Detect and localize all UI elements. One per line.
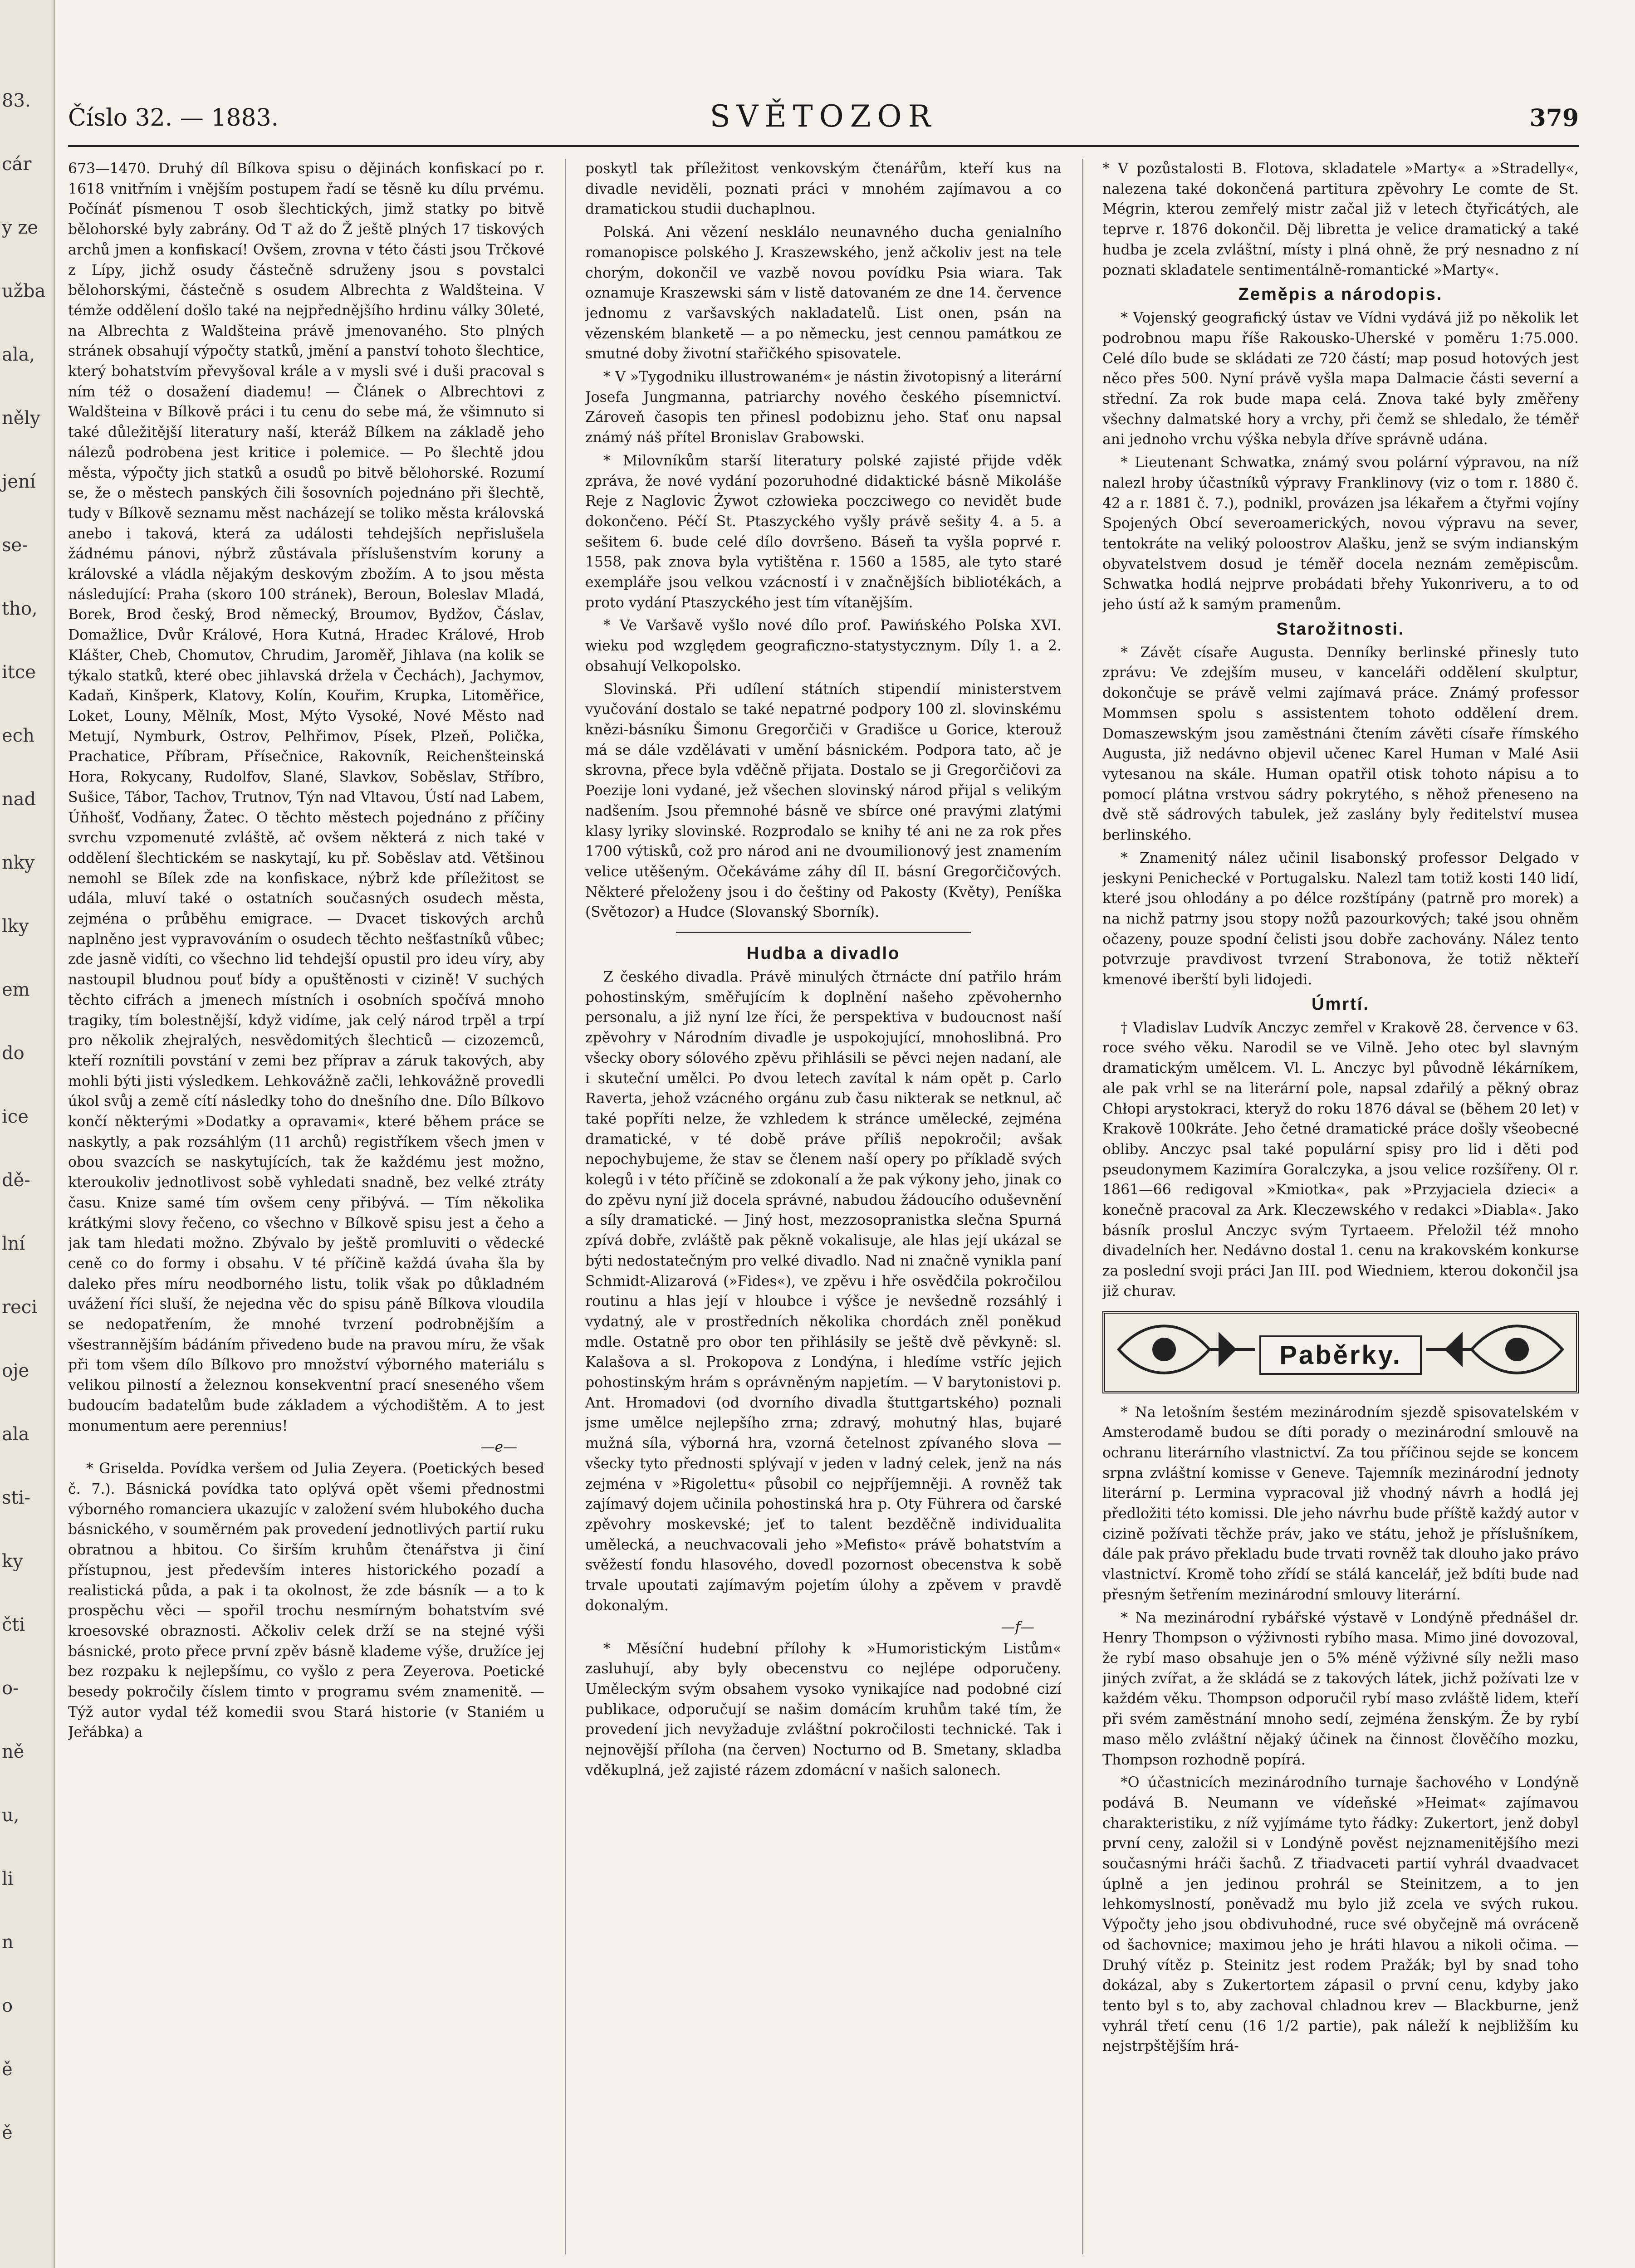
article-signature: —f— — [1001, 1618, 1034, 1635]
article-literary-congress: * Na letošním šestém mezinárodním sjezdě spisovatelském v Amsterodamě budou se díti porady o mezinárodní smlouvě na ochranu literárního vlastnictví. Za tou příčinou sejde se koncem srpna zvláštní komisse v Geneve. Tajemník mezinárodní jednoty literární p. Lermina vypracoval již vhodný návrh a hodlá jej předložiti této komissi. Dle jeho návrhu bude příště každý autor v cizině požívati těchže práv, jako ve státu, jehož je příslušníkem, dále pak právo překladu bude trvati rovněž tak dlouho jako právo vlastnictví. Kromě toho zřídí se stálá kancelář, jež bdíti bude nad přesným šetřením mezinárodní smlouvy literární. — [1102, 1404, 1579, 1603]
article-schwatka: * Lieutenant Schwatka, známý svou polární výpravou, na níž nalezl hroby účastníků výpravy Franklinovy (viz o tom r. 1880 č. 42 a r. 1881 č. 7.), podnikl, provázen jsa lékařem a čtyřmi vojíny Spojených Obcí severoamerických, novou výpravu na sever, tentokráte na veliký poloostrov Alašku, jenž se svým indianským obyvatelstvem dosud je téměř docela neznám zeměpiscům. Schwatka hodlá nejprve probádati břehy Yukonriveru, a to od jeho ústí až k samým pramenům. — [1102, 455, 1579, 613]
column-3 — [1102, 159, 1579, 2254]
article-humoristicke-listy: * Měsíční hudební přílohy k »Humoristickým Listům« zasluhují, aby byly obecenstvu co nejlépe odporučeny. Uměleckým svým obsahem vysoko vynikajíce nad podobné cizí publikace, odporučují se našim domácím kruhům také tím, že provedení jich nevyžaduje zvláštní pokročilosti technické. Tak i nejnovější příloha (na červen) Nocturno od B. Smetany, skladba vděkuplná, jež zajisté rázem zdomácní v našich salonech. — [585, 1640, 1062, 1779]
article-slovene: Slovinská. Při udílení státních stipendií ministerstvem vyučování dostalo se také nepatrné podpory 100 zl. slovinskému knězi-básníku Šimonu Gregorčiči v Gradišce u Gorice, kterouž má se dále vzdělávati v umění básnickém. Podpora tato, ač je skrovna, přece byla vděčně přijata. Dostalo se ji Gregorčičovi za Poezije loni vydané, jež všechen slovinský národ přijal s velikým nadšením. Jsou přemnohé básně ve sbírce oné pravými zlatými klasy lyriky slovinské. Rozprodalo se knihy té ani ne za rok přes 1700 výtisků, což pro národ ani ne dvoumilionový jest znamením velice utěšeným. Očekáváme záhy díl II. básní Gregorčičových. Některé přeloženy jsou i do češtiny od Pakosty (Květy), Peníška (Světozor) a Hudce (Slovanský Sborník). — [585, 681, 1062, 921]
page-number: 379 — [1529, 104, 1579, 132]
previous-page-fragment: nad — [2, 789, 36, 810]
previous-page-fragment: em — [2, 979, 30, 1000]
article-anczyc-obituary: † Vladislav Ludvík Anczyc zemřel v Krakově 28. července v 63. roce svého věku. Narodil se ve Vilně. Jeho otec byl slavným dramatickým umělcem. Vl. L. Anczyc byl původně lékárníkem, ale pak vrhl se na literární pole, napsal zdařilý a pěkný obraz Chłopi arystokraci, kteryž do roku 1876 dával se (během 20 let) v Krakově 100kráte. Jeho četné dramatické práce došly všeobecné obliby. Anczyc psal také populární spisy pro lid i děti pod pseudonymem Kazimíra Goralczyka, a jsou velice rozšířeny. Ol r. 1861—66 redigoval »Kmiotka«, pak »Przyjaciela dzieci« a konečně pracoval za Ark. Kleczewského v redakci »Diabla«. Jako básník proslul Anczyc svým Tyrtaeem. Přeložil též mnoho divadelních her. Nedávno dostal 1. cenu na krakovském konkurse za poslední svoji práci Jan III. pod Wiedniem, kterou dokončil jsa již churav. — [1102, 1019, 1579, 1300]
article-griselda-continued: poskytl tak příležitost venkovským čtenářům, kteří kus na divadle neviděli, poznati práci v mnohém zajímavou a co dramatickou studii duchaplnou. — [585, 161, 1062, 218]
issue-number: Číslo 32. — 1883. — [68, 104, 279, 132]
article-columns — [68, 159, 1579, 2254]
previous-page-edge — [0, 0, 55, 2268]
previous-page-fragment: n — [2, 1932, 14, 1953]
column-divider — [1082, 159, 1083, 2254]
previous-page-fragment: o- — [2, 1678, 19, 1699]
previous-page-fragment: ě — [2, 2122, 13, 2143]
previous-page-fragment: ky — [2, 1551, 23, 1572]
previous-page-fragment: lní — [2, 1233, 25, 1254]
previous-page-fragment: ě — [2, 2059, 13, 2080]
column-2 — [585, 159, 1062, 2254]
previous-page-fragment: oje — [2, 1360, 29, 1381]
previous-page-fragment: ice — [2, 1106, 29, 1127]
previous-page-fragment: o — [2, 1995, 13, 2016]
previous-page-fragment: lky — [2, 916, 29, 937]
previous-page-fragment: sti- — [2, 1487, 30, 1508]
previous-page-fragment: jení — [2, 471, 36, 492]
section-heading-obituary: Úmrtí. — [1312, 994, 1370, 1014]
previous-page-fragment: do — [2, 1043, 24, 1064]
article-military-map: * Vojenský geografický ústav ve Vídni vydává již po několik let podrobnou mapu říše Rakousko-Uherské v poměru 1:75.000. Celé dílo bude se skládati ze 720 částí; map posud hotových jest něco přes 500. Nyní právě vyšla mapa Dalmacie části severní a střední. Za rok bude mapa celá. Znova také byly změřeny všechny dalmatské hory a vrchy, při čemž se shledalo, že téměř ani jednoho vrchu výška nebyla dříve správně udána. — [1102, 310, 1579, 448]
section-heading-geography: Zeměpis a národopis. — [1238, 285, 1443, 304]
article-delgado-cave: * Znamenitý nález učinil lisabonský professor Delgado v jeskyni Penichecké v Portugalsku. Nalezl tam totiž kosti 140 lidí, které jsou ohlodány a po délce rozštípány (patrně pro morek) a na nichž patrny jsou stopy nožů pazourkových; také jsou ohněm očazeny, pouze spodní čelisti jsou dobře zachovány. Nález tento potvrzuje pravdivost tvrzení Strabonova, že totiž někteří kmenové iberští byli lidojedi. — [1102, 850, 1579, 988]
article-czech-theatre: Z českého divadla. Právě minulých čtrnácte dní patřilo hrám pohostinským, směřujícím k doplnění našeho zpěvohernho personalu, a již nyní lze říci, že perspektiva v budoucnost naší zpěvohry v Národním divadle je uspokojující, mnohoslibná. Pro všecky obory sólového zpěvu přihlásili se pěvci nejen nadaní, ale i skuteční umělci. Po dvou letech zavítal k nám opět p. Carlo Raverta, jehož vzácného orgánu zub času nikterak se netknul, ač také popříti nelze, že vzhledem k stránce umělecké, zejména dramatické, v té době práve příliš nepokročil; avšak nepochybujeme, že stav se členem naší opery po příkladě svých kolegů i v této příčině se zdokonalí a že pak výkony jeho, jinak co do zpěvu nyní již docela správné, nabudou žádoucího oduševnění a síly dramatické. — Jiný host, mezzosopranistka slečna Spurná zpívá dobře, zvláště pak pěkně vokalisuje, ale hlas její ukázal se býti nedostatečným pro velké divadlo. Nad ni značně vynikla paní Schmidt-Alizarová (»Fides«), ve zpěvu i hře osvědčila pokročilou routinu a hlas její v hloubce i výšce je nevšedně rozsáhlý i vydatný, ale v prostředních několika chordách zněl poněkud mdle. Ostatně pro obor ten přihlásily se ještě dvě pěvkyně: sl. Kalašova a sl. Prokopova z Londýna, i hledíme vstříc jejich pohostinským hrám s oprávněným napjetím. — V barytonistovi p. Ant. Hromadovi (od dvorního divadla štuttgartského) poznali jsme umělce nejlepšího zrna; zdravý, mohutný hlas, bujaré mužná síla, výborná hra, vzorná četelnost zpívaného slova — všecky tyto přednosti splývají v jeden v ladný celek, jenž na nás zejména v »Rigolettu« působil co nejpříjemněji. A rovněž tak zajímavý dojem učinila pohostinská hra p. Oty Führera od čarské zpěvohry moskevské; jeť to talent bezděčně individualita umělecká, a neuchvacovali jeho »Mefisto« právě bohatstvím a svěžestí fondu hlasového, dovedl pozornost obecenstva k sobě trvale upoutati zajímavým pojetím úlohy a zpěvem v pravdě dokonalým. — [585, 969, 1062, 1614]
previous-page-fragment: u, — [2, 1805, 20, 1826]
article-polish-kraszewski: Polská. Ani vězení nesklálo neunavného ducha genialního romanopisce polského J. Kraszewského, jenž ačkoliv jest na tele chorým, dokončil ve vazbě novou povídku Psia wiara. Tak oznamuje Kraszewski sám v listě datovaném ze dne 14. července jednomu z varšavských nakladatelů. List onen, psán na vězenském blanketě — a po německu, jest cennou památkou ze smutné doby životní stařičkého spisovatele. — [585, 224, 1062, 362]
previous-page-fragment: cár — [2, 154, 32, 175]
article-signature: —e— — [480, 1439, 517, 1456]
newspaper-page — [68, 91, 1579, 2055]
article-pawinski: * Ve Varšavě vyšlo nové dílo prof. Pawińského Polska XVI. wieku pod względem geograficzno-statystycznym. Díly 1. a 2. obsahují Velkopolsko. — [585, 617, 1062, 675]
article-rej: * Milovníkům starší literatury polské zajisté přijde vděk zpráva, že nové vydání pozoruhodné didaktické básně Mikoláše Reje z Naglovic Żywot człowieka poczciwego co nevidět bude dokončeno. Péčí St. Ptaszyckého vyšly právě sešity 4. a 5. a sešitem 6. bude celé dílo dovršeno. Báseň ta vyšla poprvé r. 1558, pak znova byla vytištěna r. 1560 a 1585, ale tyto staré exempláře jsou velkou vzácností i v značnějších bibliotékách, a proto vydání Ptaszyckého jest tím vítanějším. — [585, 452, 1062, 611]
previous-page-fragment: itce — [2, 662, 36, 683]
masthead-title: SVĚTOZOR — [710, 99, 937, 134]
previous-page-fragment: ech — [2, 725, 34, 746]
article-flotow: * V pozůstalosti B. Flotova, skladatele »Marty« a »Stradelly«, nalezena také dokončená partitura zpěvohry Le comte de St. Mégrin, kterou zemřelý mistr začal již v letech čtyřicátých, ale teprve r. 1876 dokončil. Děj libretta je velice dramatický a také hudba je zcela zvláštní, místy i plná ohně, že prý nesnadno z ní poznati skladatele sentimentálně-romantické »Marty«. — [1102, 161, 1579, 279]
previous-page-fragment: reci — [2, 1297, 37, 1318]
previous-page-fragment: y ze — [2, 217, 39, 238]
article-griselda: * Griselda. Povídka veršem od Julia Zeyera. (Poetických beseď č. 7.). Básnická povídka tato oplývá opět všemi přednostmi výborného romanciera ukazujíc v založení svém hlubokého ducha básnického, v souměrném pak provedení jednotlivých partií ruku obratnou a hbitou. Co širším kruhům čtenářstva ji činí přístupnou, jest především interes historického pozadí a realistická půda, a pak i ta okolnost, že zde básník — a to k prospěchu věci — spořil trochu nesmírným bohatstvím své kroesovské obraznosti. Ačkoliv celek drží se na stejné výši básnické, proto přece první zpěv básně klademe výše, družíce jej bez rozpaku k nejlepšímu, co vyšlo z pera Zeyerova. Poetické besedy pokročily číslem timto v programu svém znamenitě. — Týž autor vydal též komedii svou Stará historie (v Staniém u Jeřábka) a — [68, 1461, 544, 1741]
previous-page-fragment: se- — [2, 535, 28, 556]
article-fish-exhibition: * Na mezinárodní rybářské výstavě v Londýně přednášel dr. Henry Thompson o výživnosti rybího masa. Mimo jiné dovozoval, že rybí maso obsahuje jen o 5% méně výživné síly nežli maso jiných zvířat, a že skládá se z takových látek, jichž požívati lze v každém věku. Thompson odporučil rybí maso zvláště lidem, kteří při svém zaměstnání mnoho sedí, zejména ženským. Že by rybí maso mělo zvláštní nějaký účinek na činnost člověčího mozku, Thompson rozhodně popírá. — [1102, 1609, 1579, 1768]
previous-page-fragment: nky — [2, 852, 35, 873]
column-1 — [68, 159, 544, 2254]
previous-page-fragment: ně — [2, 1741, 24, 1762]
article-jungmann: * V »Tygodniku illustrowaném« je nástin životopisný a literární Josefa Jungmanna, patriarchy nového českého písemnictví. Zároveň časopis ten přinesl podobiznu jeho. Stať onu napsal známý náš přítel Bronislav Grabowski. — [585, 369, 1062, 446]
previous-page-fragment: užba — [2, 281, 46, 302]
previous-page-fragment: li — [2, 1868, 14, 1889]
article-chess-tournament: *O účastnicích mezinárodního turnaje šachového v Londýně podává B. Neumann ve vídeňské »Heimat« zajímavou charakteristiku, z níž vyjímáme tyto řádky: Zukertort, jenž dobyl první ceny, založil si v Londýně pověst nejznamenitějšího mezi současnými hráči šachů. Z třiadvaceti partií vyhrál dvaadvacet úplně a jen jedinou prohrál se Steinitzem, a to jen lehkomyslností, poněvadž mu bylo již zcela ve svých rukou. Výpočty jeho jsou obdivuhodné, ruce své obyčejně má ovráceně od šachovnice; maximou jeho je hráti hlavou a nikoli očima. — Druhý vítěz p. Steinitz jest rodem Pražák; byl by snad toho dokázal, aby s Zukertortem zápasil o první cenu, kdyby jako tento byl s to, aby zachoval chladnou krev — Blackburne, jenž vyhrál třetí cenu (16 1/2 partie), pak náleží k nejbližším ku nejstrpštějším hrá- — [1102, 1774, 1579, 2055]
section-rule — [676, 932, 971, 933]
section-heading-music: Hudba a divadlo — [746, 944, 901, 963]
article-augustus-testament: * Závět císaře Augusta. Denníky berlinské přinesly tuto zprávu: Ve zdejším museu, v kanceláři oddělení skulptur, dokončuje se právě velmi zajímavá práce. Známý professor Mommsen spolu s assistentem tohoto oddělení drem. Domaszewským jsou zaměstnáni čtením závěti císaře římského Augusta, již nedávno objevil učenec Karel Human v Malé Asii vytesanou na skále. Human opatřil otisk tohoto nápisu a to pomocí plátna vrstvou sádry pokrytého, s něhož přeneseno na dvě stě sádrových tabulek, jež zaslány byly ředitelství musea berlinského. — [1102, 644, 1579, 844]
paberky-banner — [1102, 1311, 1579, 1393]
previous-page-fragment: ala — [2, 1424, 29, 1445]
previous-page-fragment: tho, — [2, 598, 38, 619]
article-bilek-confiscations: 673—1470. Druhý díl Bílkova spisu o dějinách konfiskací po r. 1618 vnitřním i vnějším postupem řadí se těsně ku dílu prvému. Počínáť písmenou T osob šlechtických, jimž statky po bitvě bělohorské byly zabrány. Od T až do Ž ještě plných 17 tiskových archů jmen a konfiskací! Ovšem, zrovna v této části jsou Trčkové z Lípy, jichž osudy částečně sdruženy jsou s povstalci bělohorskými, částečně s osudem Albrechta z Waldšteina. V témže oddělení došlo také na nejpřednějšího hrdinu války 30leté, na Albrechta z Waldšteina právě jmenovaného. Sto plných stránek obsahují výpočty statků, jmění a panství tohoto šlechtice, který bohatstvím převyšoval krále a v mysli své i duši pracoval s ním též o dosažení diademu! — Článek o Albrechtovi z Waldšteina v Bílkově práci i tu cenu do sebe má, že všimnuto si také důležitější literatury naší, kteráž Bílkem na základě jeho nálezů podrobena jest kritice i polemice. — Po šlechtě jdou města, výpočty jich statků a osudů po bitvě bělohorské. Rozumí se, že o městech panských čili šosovních pojednáno při šlechtě, tudy v Bílkově seznamu měst nacházejí se toliko města královská anebo i taková, která za události tehdejších nepřislušela žádnému pánovi, nýbrž zůstávala příslušenstvím koruny a královské a vládla nějakým deskovým zbožím. A to jsou města následující: Praha (skoro 100 stránek), Beroun, Boleslav Mladá, Borek, Brod český, Brod německý, Broumov, Bydžov, Čáslav, Domažlice, Dvůr Králové, Hora Kutná, Hradec Králové, Hrob Klášter, Cheb, Chomutov, Chrudim, Jaroměř, Jihlava (na kolik se týkalo statků, které obec jihlavská držela v Čechách), Jachymov, Kadaň, Kinšperk, Klatovy, Kolín, Kouřim, Krupka, Litoměřice, Loket, Louny, Mělník, Most, Mýto Vysoké, Nové Město nad Metují, Nymburk, Ostrov, Pelhřimov, Písek, Plzeň, Polička, Prachatice, Příbram, Přísečnice, Rakovník, Reichenšteinská Hora, Rokycany, Rudolfov, Slané, Slavkov, Soběslav, Stříbro, Sušice, Tábor, Tachov, Trutnov, Týn nad Vltavou, Ústí nad Labem, Úňhošť, Vodňany, Žatec. O těchto městech pojednáno z příčiny svrchu vzpomenuté zvláště, ač ovšem některá z nich také v oddělení šlechtickém se naskytají, ku př. Soběslav atd. Většinou nemohl se Bílek zde na konfiskace, nýbrž kde příležitost se udála, mluví také o ostatních současných osudech města, zejména o průběhu emigrace. — Dvacet tiskových archů naplněno jest vypravováním o osudech těchto nešťastníků vůbec; zde jasně vidíti, co všechno lid tehdejší opustil pro ideu víry, aby nastoupil bludnou pouť bídy a opuštěnosti v cizině! V suchých těchto cifrách a jmenech místních i osobních spočívá mnoho tragiky, tím bolestnější, když vidíme, jak celý národ trpěl a trpí pro několik zhejralých, nesvědomitých šlechticů — cizozemců, kteří roznítili povstání v zemi bez příprav a záruk takových, aby mohli býti jisti výsledkem. Lehkovážně začli, lehkovážně provedli úkol svůj a země cítí následky toho do dnešního dne. Dílo Bílkovo končí některými »Dodatky a opravami«, které během práce se naskytly, a pak rozsáhlým (11 archů) registříkem všech jmen v obou svazcích se naskytujících, tak že každému jest možno, kteroukoliv jednotlivost sobě vyhledati snadně, bez velké ztráty času. Knize samé tím ovšem ceny přibývá. — Tím několika krátkými slovy řečeno, co všechno v Bílkově spisu jest a čeho a jak tam hledati možno. Zbývalo by ještě promluviti o vědecké ceně co do formy i obsahu. V té příčině každá úvaha šla by daleko přes míru neodborného listu, tolik však po důkladném uvážení říci sluší, že nejedna věc do spisu páně Bílkova vloudila se nedopatřením, že mnohé tvrzení podrobnějším a všestrannějším bádáním přivedeno bude na pravou míru, že však při tom všem dílo Bílkovo pro množství výborného materiálu s velikou pilností a železnou konsekventní prací sneseného všem budoucím badatelům bude základem a východištěm. A to jest monumentum aere perennius! — [68, 161, 544, 1434]
column-divider — [565, 159, 566, 2254]
previous-page-fragment: ala, — [2, 344, 35, 365]
previous-page-fragment: něly — [2, 408, 40, 429]
previous-page-fragment: 83. — [2, 90, 31, 111]
paberky-title: Paběrky. — [1259, 1335, 1422, 1375]
previous-page-fragment: dě- — [2, 1170, 30, 1191]
previous-page-fragment: čti — [2, 1614, 25, 1635]
section-heading-antiquities: Starožitnosti. — [1276, 619, 1405, 639]
page-header — [68, 91, 1579, 147]
